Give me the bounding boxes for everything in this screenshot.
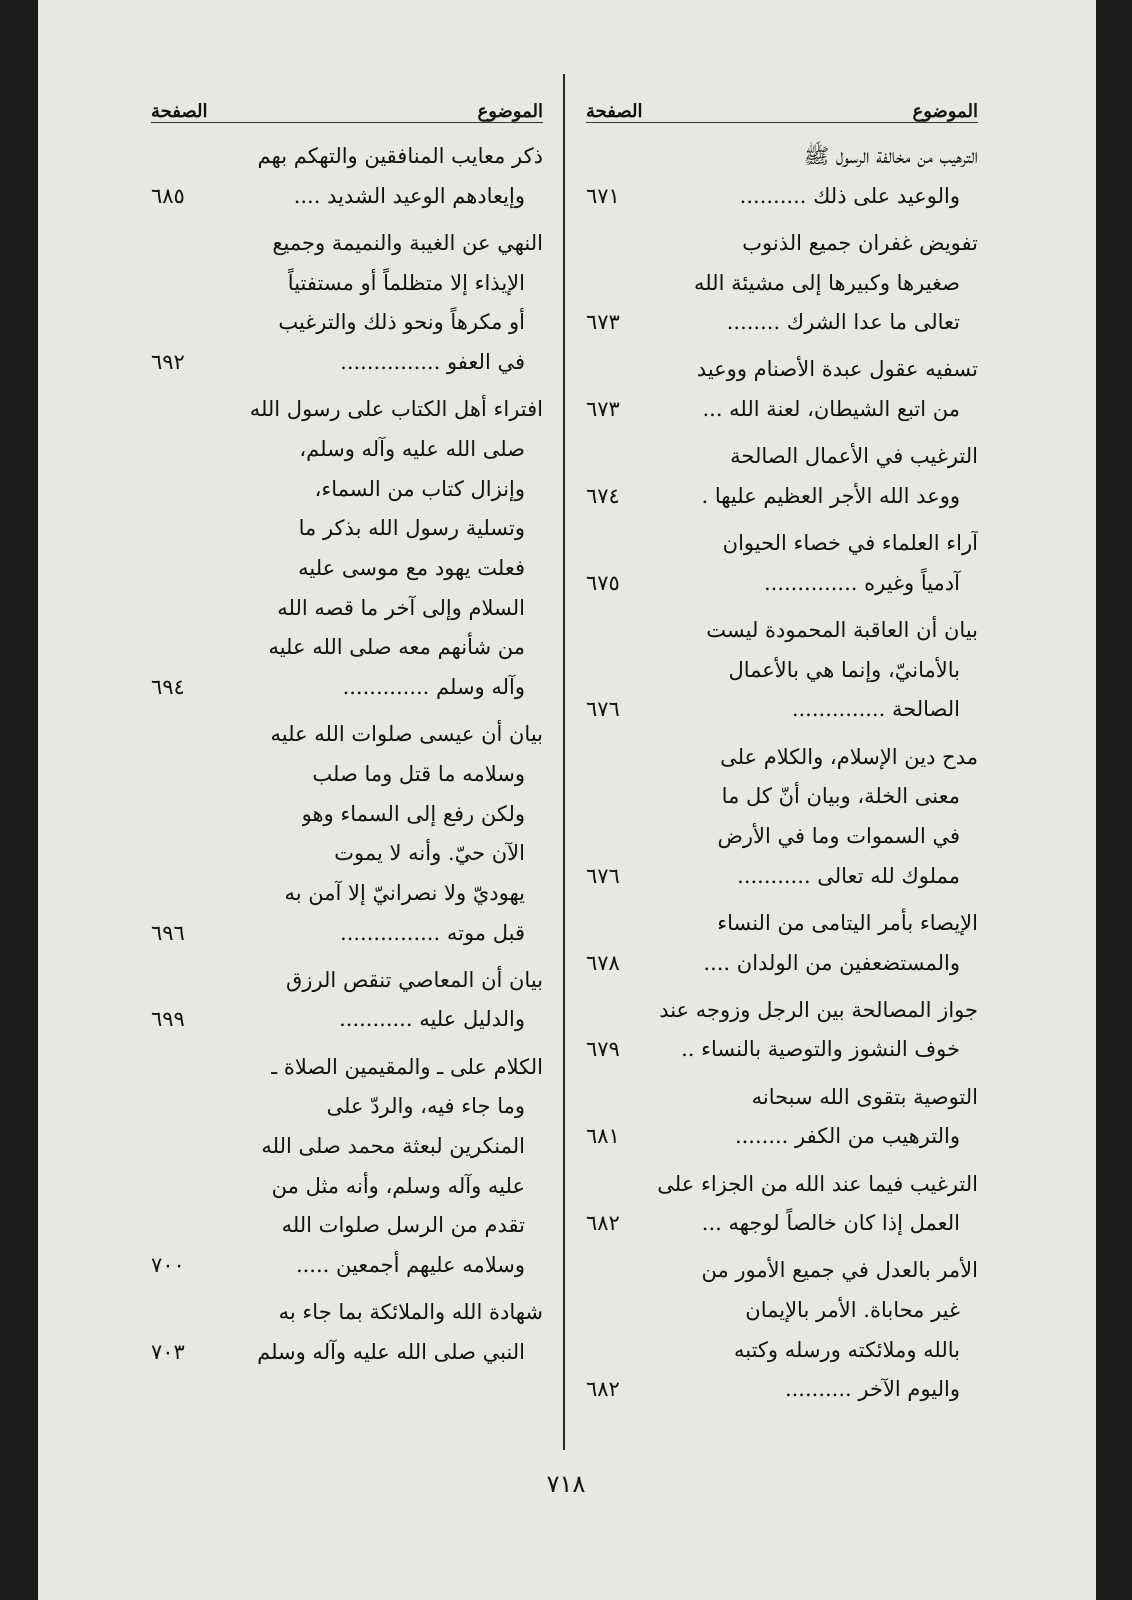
column-divider	[563, 74, 565, 1450]
toc-line	[151, 961, 543, 1001]
toc-entry-text: جواز المصالحة بين الرجل وزوجه عند	[659, 997, 978, 1022]
toc-line	[586, 390, 978, 430]
toc-entry-text: صلى الله عليه وآله وسلم،	[299, 436, 525, 461]
toc-entry-text: السلام وإلى آخر ما قصه الله	[277, 595, 525, 620]
toc-entry-text: ولكن رفع إلى السماء وهو	[301, 801, 525, 826]
column-header	[586, 86, 978, 123]
toc-entry-text: وما جاء فيه، والردّ على	[326, 1094, 525, 1119]
toc-line	[151, 1087, 543, 1127]
toc-line	[586, 1030, 978, 1070]
toc-line	[586, 817, 978, 857]
toc-entry-text: الصالحة ..............	[791, 697, 960, 722]
page-number: ٧١٨	[546, 1470, 586, 1498]
toc-entry-text: معنى الخلة، وبيان أنّ كل ما	[721, 784, 960, 809]
toc-entry-text: التوصية بتقوى الله سبحانه	[751, 1084, 978, 1109]
toc-entry	[586, 137, 978, 216]
toc-entry-text: وآله وسلم .............	[342, 674, 525, 699]
toc-line	[586, 350, 978, 390]
toc-page-number: ٦٧٣	[586, 310, 620, 335]
toc-column-left	[151, 86, 543, 1373]
toc-entry-text: الأمر بالعدل في جميع الأمور من	[701, 1258, 978, 1283]
toc-page-number: ٦٨١	[586, 1124, 620, 1149]
toc-page-number: ٦٨٥	[151, 183, 185, 208]
toc-page-number: ٦٨٢	[586, 1211, 620, 1236]
book-page	[38, 0, 1096, 1600]
toc-entry-text: مدح دين الإسلام، والكلام على	[720, 744, 978, 769]
toc-line	[151, 1206, 543, 1246]
toc-page-number: ٦٧٦	[586, 697, 620, 722]
toc-line	[151, 755, 543, 795]
toc-entry-text: في العفو ...............	[340, 349, 525, 374]
toc-line	[586, 857, 978, 897]
toc-page-number: ٦٧٥	[586, 570, 620, 595]
toc-entry-text: وإيعادهم الوعيد الشديد ....	[293, 183, 525, 208]
toc-line	[151, 343, 543, 383]
toc-line	[586, 738, 978, 778]
toc-entry-text: الترغيب في الأعمال الصالحة	[730, 444, 978, 469]
toc-line	[586, 524, 978, 564]
toc-entry-text: الترغيب فيما عند الله من الجزاء على	[657, 1171, 978, 1196]
toc-entry-text: فعلت يهود مع موسى عليه	[298, 555, 525, 580]
toc-entries-right	[586, 137, 978, 1410]
toc-line	[151, 470, 543, 510]
topic-header: الموضوع	[477, 101, 543, 122]
toc-line	[586, 1165, 978, 1205]
toc-line	[151, 1167, 543, 1207]
topic-header: الموضوع	[912, 101, 978, 122]
toc-page-number: ٦٩٩	[151, 1007, 185, 1032]
toc-entry-text: المنكرين لبعثة محمد صلى الله	[261, 1134, 525, 1158]
toc-entry-text: العمل إذا كان خالصاً لوجهه ...	[701, 1211, 960, 1236]
toc-entry	[586, 1165, 978, 1244]
toc-entry-text: بيان أن عيسى صلوات الله عليه	[270, 722, 543, 747]
toc-entry-text: الترهيب من مخالفة الرسول ﷺ	[803, 144, 978, 168]
toc-page-number: ٦٧٤	[586, 484, 620, 508]
toc-entry-text: ذكر معايب المنافقين والتهكم بهم	[257, 144, 543, 168]
toc-line	[151, 1127, 543, 1167]
toc-entry-text: الإيصاء بأمر اليتامى من النساء	[717, 910, 978, 935]
toc-line	[586, 437, 978, 477]
toc-entry	[586, 437, 978, 516]
toc-entry-text: أو مكرهاً ونحو ذلك والترغيب	[278, 310, 525, 335]
toc-line	[151, 303, 543, 343]
toc-page-number: ٧٠٠	[151, 1253, 185, 1278]
toc-entry	[586, 611, 978, 730]
toc-entry-text: الإيذاء إلا متظلماً أو مستفتياً	[287, 270, 525, 295]
toc-entry	[151, 137, 543, 216]
toc-line	[586, 1078, 978, 1118]
toc-page-number: ٦٧٦	[586, 863, 620, 888]
toc-entry-text: غير محاباة. الأمر بالإيمان	[745, 1298, 960, 1323]
toc-entry	[151, 1048, 543, 1286]
toc-line	[151, 874, 543, 914]
toc-line	[151, 1293, 543, 1333]
toc-entry	[586, 524, 978, 603]
toc-entry-text: والوعيد على ذلك ..........	[739, 183, 960, 208]
toc-page-number: ٦٩٦	[151, 920, 185, 945]
toc-page-number: ٦٩٤	[151, 674, 185, 699]
toc-entry-text: تعالى ما عدا الشرك ........	[726, 310, 960, 335]
toc-entry-text: صغيرها وكبيرها إلى مشيئة الله	[693, 270, 960, 295]
toc-entry	[151, 224, 543, 383]
toc-line	[151, 628, 543, 668]
toc-entry-text: وسلامه عليهم أجمعين .....	[295, 1253, 525, 1278]
toc-page-number: ٦٧١	[586, 183, 620, 208]
toc-entry	[586, 350, 978, 429]
toc-entry-text: في السموات وما في الأرض	[717, 824, 960, 848]
toc-entry	[586, 991, 978, 1070]
toc-line	[586, 224, 978, 264]
toc-line	[151, 1246, 543, 1286]
toc-line	[586, 1251, 978, 1291]
toc-entry	[586, 904, 978, 983]
toc-entry	[151, 715, 543, 953]
toc-entry-text: الآن حيّ. وأنه لا يموت	[334, 841, 525, 866]
toc-line	[586, 651, 978, 691]
toc-entry	[586, 738, 978, 897]
toc-entry-text: افتراء أهل الكتاب على رسول الله	[249, 397, 543, 422]
toc-line	[586, 1117, 978, 1157]
toc-line	[586, 477, 978, 517]
toc-line	[151, 137, 543, 177]
toc-line	[586, 1370, 978, 1410]
toc-line	[151, 1000, 543, 1040]
toc-line	[151, 390, 543, 430]
toc-line	[151, 589, 543, 629]
toc-entries-left	[151, 137, 543, 1373]
toc-line	[586, 904, 978, 944]
toc-entry-text: خوف النشوز والتوصية بالنساء ..	[681, 1037, 960, 1062]
toc-entry-text: بيان أن العاقبة المحمودة ليست	[706, 618, 978, 643]
toc-entry-text: شهادة الله والملائكة بما جاء به	[278, 1300, 543, 1325]
toc-entry-text: من اتبع الشيطان، لعنة الله ...	[702, 397, 960, 422]
toc-line	[151, 509, 543, 549]
toc-entry-text: تسفيه عقول عبدة الأصنام ووعيد	[696, 357, 978, 382]
toc-page-number: ٦٧٣	[586, 397, 620, 422]
toc-line	[586, 303, 978, 343]
toc-line	[586, 177, 978, 217]
toc-entry-text: النهي عن الغيبة والنميمة وجميع	[272, 230, 543, 255]
toc-entry-text: عليه وآله وسلم، وأنه مثل من	[271, 1173, 525, 1198]
toc-page-number: ٦٨٢	[586, 1377, 620, 1402]
toc-entry-text: من شأنهم معه صلى الله عليه	[268, 635, 525, 660]
toc-entry-text: بيان أن المعاصي تنقص الرزق	[286, 967, 543, 992]
toc-line	[586, 137, 978, 177]
toc-entry-text: وإنزال كتاب من السماء،	[314, 476, 525, 501]
toc-entry-text: يهوديّ ولا نصرانيّ إلا آمن به	[284, 880, 525, 905]
toc-entry-text: الكلام على ـ والمقيمين الصلاة ـ	[271, 1054, 543, 1079]
toc-line	[586, 1204, 978, 1244]
toc-page-number: ٦٩٢	[151, 349, 185, 374]
toc-entry	[586, 1078, 978, 1157]
toc-entry-text: بالأمانيّ، وإنما هي بالأعمال	[728, 657, 960, 682]
toc-line	[151, 549, 543, 589]
toc-line	[151, 1333, 543, 1373]
toc-entry-text: واليوم الآخر ..........	[784, 1377, 960, 1402]
toc-entry-text: قبل موته ...............	[340, 920, 525, 945]
toc-line	[586, 1291, 978, 1331]
toc-line	[586, 690, 978, 730]
toc-page-number: ٦٧٩	[586, 1037, 620, 1062]
toc-line	[151, 430, 543, 470]
toc-entry-text: النبي صلى الله عليه وآله وسلم	[257, 1339, 525, 1364]
toc-line	[151, 795, 543, 835]
toc-entry	[151, 390, 543, 708]
toc-line	[586, 564, 978, 604]
column-header	[151, 86, 543, 123]
toc-line	[151, 668, 543, 708]
toc-line	[151, 264, 543, 304]
toc-line	[586, 611, 978, 651]
toc-line	[151, 715, 543, 755]
toc-entry-text: مملوك لله تعالى ...........	[737, 863, 960, 888]
toc-line	[586, 264, 978, 304]
toc-page-number: ٦٧٨	[586, 950, 620, 975]
toc-line	[151, 1048, 543, 1088]
toc-entry-text: ووعد الله الأجر العظيم عليها .	[701, 484, 960, 508]
toc-entry-text: تفويض غفران جميع الذنوب	[742, 230, 978, 255]
toc-entry-text: تقدم من الرسل صلوات الله	[281, 1213, 525, 1238]
toc-entry-text: والمستضعفين من الولدان ....	[703, 950, 960, 975]
toc-line	[586, 991, 978, 1031]
page-header: الصفحة	[586, 101, 643, 122]
toc-entry-text: بالله وملائكته ورسله وكتبه	[734, 1337, 960, 1362]
toc-page-number: ٧٠٣	[151, 1339, 185, 1364]
toc-entry-text: آدمياً وغيره ..............	[763, 570, 960, 595]
toc-entry-text: والترهيب من الكفر ........	[734, 1124, 960, 1149]
toc-entry-text: وسلامه ما قتل وما صلب	[312, 761, 525, 786]
toc-line	[151, 177, 543, 217]
toc-line	[586, 944, 978, 984]
page-header: الصفحة	[151, 101, 208, 122]
toc-entry	[586, 1251, 978, 1410]
toc-entry	[151, 1293, 543, 1372]
toc-entry	[586, 224, 978, 343]
toc-entry	[151, 961, 543, 1040]
toc-line	[151, 914, 543, 954]
toc-column-right	[586, 86, 978, 1410]
toc-line	[151, 224, 543, 264]
toc-entry-text: والدليل عليه ...........	[339, 1007, 525, 1032]
toc-line	[151, 834, 543, 874]
toc-line	[586, 1331, 978, 1371]
toc-entry-text: آراء العلماء في خصاء الحيوان	[722, 531, 978, 556]
toc-line	[586, 777, 978, 817]
toc-entry-text: وتسلية رسول الله بذكر ما	[298, 516, 525, 541]
